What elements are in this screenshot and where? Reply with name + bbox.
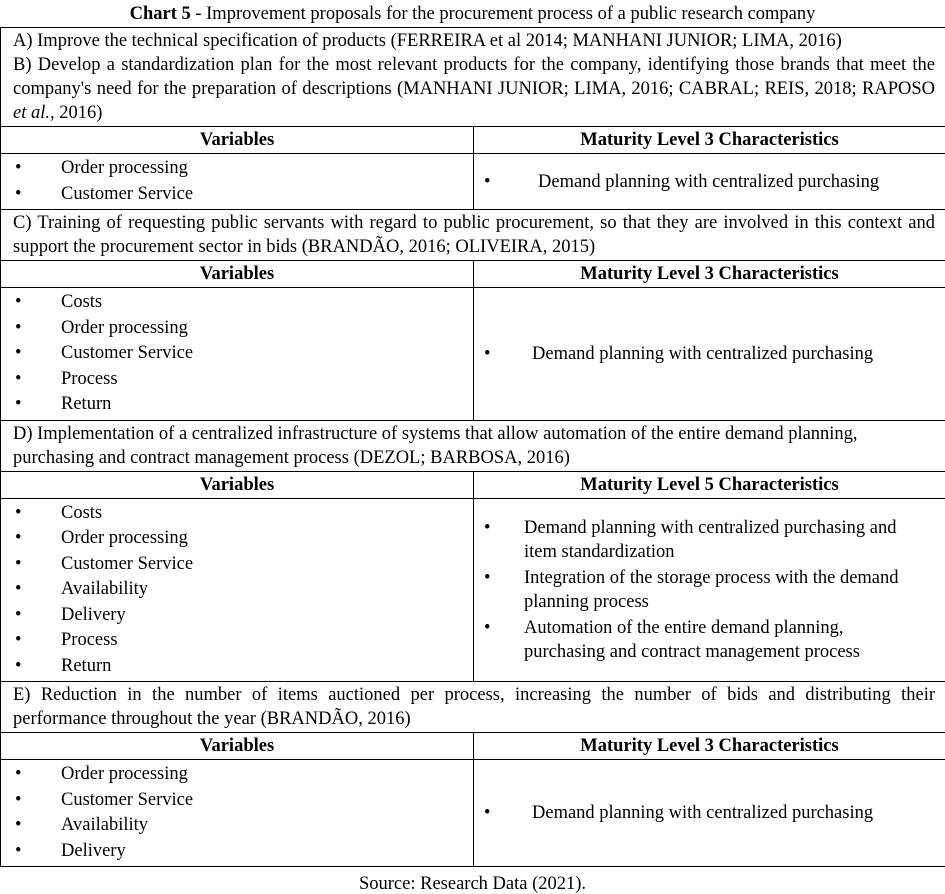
variable-item: • Delivery — [1, 839, 473, 865]
characteristics-cell — [474, 288, 945, 421]
variable-item: • Costs — [1, 290, 473, 316]
proposal-ab-cell — [1, 28, 945, 127]
maturity-header: Maturity Level 3 Characteristics — [474, 127, 945, 154]
variables-header: Variables — [1, 471, 474, 498]
variables-header: Variables — [1, 261, 474, 288]
characteristics-list — [474, 801, 945, 825]
variable-item: • Availability — [1, 813, 473, 839]
header-row-e — [1, 733, 945, 760]
proposals-table — [0, 27, 945, 867]
characteristic-item: • Demand planning with centralized purchasing — [474, 801, 945, 825]
characteristic-item: • Automation of the entire demand planning, purchasing and contract management process — [474, 616, 945, 664]
variable-item: • Return — [1, 392, 473, 418]
content-row-c — [1, 288, 945, 421]
header-row-d — [1, 471, 945, 498]
header-row-ab — [1, 127, 945, 154]
proposal-a: A) Improve the technical specification of products (FERREIRA et al 2014; MANHANI JUNIOR; LIMA, 2016) — [13, 31, 842, 51]
proposal-b-text: B) Develop a standardization plan for the most relevant products for the company, identifying those brands that meet the company's need for the preparation of descriptions (MANHANI JUNIOR; LIMA, 2016; CABRAL; REIS, 2018; RAPOSO — [13, 55, 936, 99]
variable-item: • Customer Service — [1, 552, 473, 578]
proposal-b-etal: et al. — [13, 103, 50, 123]
variable-item: • Customer Service — [1, 182, 473, 208]
variable-item: • Order processing — [1, 156, 473, 182]
maturity-header: Maturity Level 5 Characteristics — [474, 471, 945, 498]
content-row-e — [1, 760, 945, 867]
source-note: Source: Research Data (2021). — [358, 874, 587, 894]
characteristics-list — [474, 516, 945, 664]
variable-item: • Customer Service — [1, 341, 473, 367]
variables-header: Variables — [1, 127, 474, 154]
variable-item: • Delivery — [1, 603, 473, 629]
proposal-row-e — [1, 682, 945, 733]
maturity-header: Maturity Level 3 Characteristics — [474, 261, 945, 288]
characteristic-item: • Demand planning with centralized purchasing — [474, 342, 945, 366]
variable-item: • Process — [1, 628, 473, 654]
characteristics-cell — [474, 498, 945, 682]
variables-cell — [1, 760, 474, 867]
content-row-ab — [1, 154, 945, 210]
characteristics-cell — [474, 760, 945, 867]
variable-item: • Order processing — [1, 762, 473, 788]
proposal-c: C) Training of requesting public servants with regard to public procurement, so that they are involved in this context and support the procurement sector in bids (BRANDÃO, 2016; OLIVEIRA, 2015) — [1, 210, 945, 261]
characteristics-list — [474, 342, 945, 366]
variable-item: • Availability — [1, 577, 473, 603]
proposal-d: D) Implementation of a centralized infrastructure of systems that allow automation of the entire demand planning, purchasing and contract management process (DEZOL; BARBOSA, 2016) — [1, 420, 945, 471]
variable-item: • Order processing — [1, 526, 473, 552]
caption-text: - Improvement proposals for the procurement process of a public research company — [190, 4, 816, 24]
variables-list — [1, 290, 473, 418]
characteristics-list — [474, 170, 945, 194]
variable-item: • Process — [1, 367, 473, 393]
variable-item: • Customer Service — [1, 788, 473, 814]
proposal-row-d — [1, 420, 945, 471]
maturity-header: Maturity Level 3 Characteristics — [474, 733, 945, 760]
characteristic-item: • Demand planning with centralized purchasing — [474, 170, 945, 194]
content-row-d — [1, 498, 945, 682]
proposal-b-year: , 2016) — [50, 103, 103, 123]
characteristics-cell — [474, 154, 945, 210]
proposal-row-c — [1, 210, 945, 261]
variable-item: • Return — [1, 654, 473, 680]
table-caption — [0, 3, 945, 25]
proposal-e: E) Reduction in the number of items auctioned per process, increasing the number of bids and distributing their performance throughout the year (BRANDÃO, 2016) — [1, 682, 945, 733]
characteristic-item: • Integration of the storage process with the demand planning process — [474, 566, 945, 614]
variables-header: Variables — [1, 733, 474, 760]
proposal-row-ab — [1, 28, 945, 127]
variable-item: • Order processing — [1, 316, 473, 342]
variables-cell — [1, 498, 474, 682]
variables-cell — [1, 154, 474, 210]
variable-item: • Costs — [1, 501, 473, 527]
caption-label: Chart 5 — [129, 4, 191, 24]
variables-list — [1, 156, 473, 207]
variables-list — [1, 501, 473, 680]
header-row-c — [1, 261, 945, 288]
characteristic-item: • Demand planning with centralized purchasing and item standardization — [474, 516, 945, 564]
variables-list — [1, 762, 473, 864]
variables-cell — [1, 288, 474, 421]
proposal-b — [13, 53, 935, 125]
